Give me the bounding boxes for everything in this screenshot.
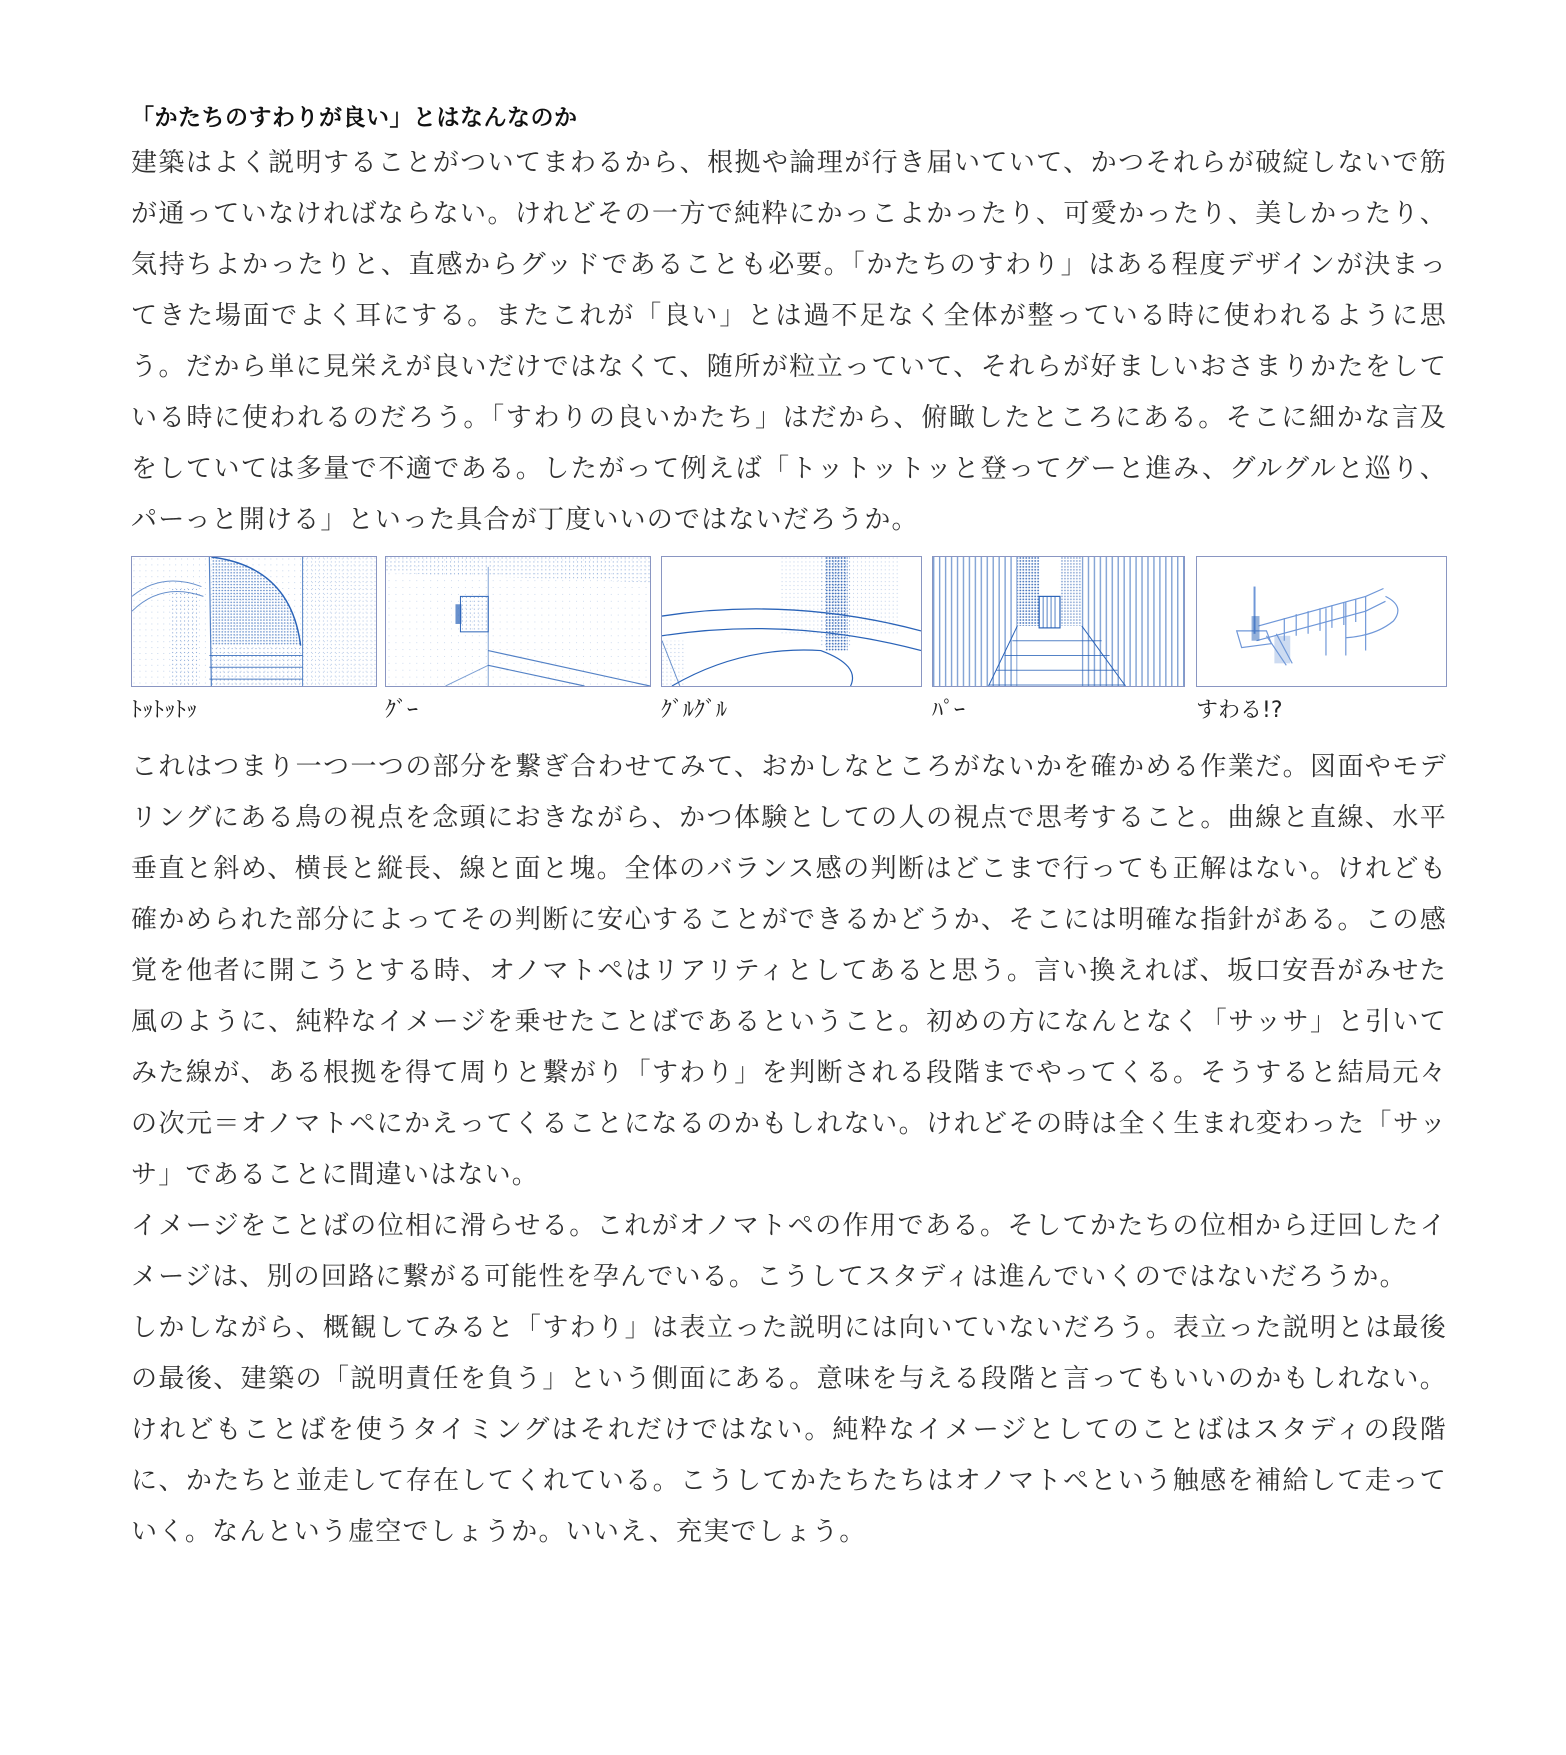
corridor-opening-sketch-icon bbox=[385, 556, 651, 687]
sketch-strip bbox=[131, 556, 1447, 738]
article bbox=[131, 98, 1447, 1558]
paragraph-4: しかしながら、概観してみると「すわり」は表立った説明には向いていないだろう。表立った説明とは最後の最後、建築の「説明責任を負う」という側面にある。意味を与える段階と言ってもいいのかもしれない。けれどもことばを使うタイミングはそれだけではない。純粋なイメージとしてのことばはスタディの段階に、かたちと並走して存在してくれている。こうしてかたちたちはオノマトペという触感を補給して走っていく。なんという虚空でしょうか。いいえ、充実でしょう。 bbox=[131, 1313, 1447, 1547]
spiral-stair-sketch-icon bbox=[131, 556, 377, 687]
sketch-caption: ｸﾞｰ bbox=[385, 698, 419, 723]
curved-ramp-sketch-icon bbox=[661, 556, 922, 687]
paragraph-3: イメージをことばの位相に滑らせる。これがオノマトペの作用である。そしてかたちの位相から迂回したイメージは、別の回路に繋がる可能性を孕んでいる。こうしてスタディは進んでいくのではないだろうか。 bbox=[131, 1211, 1447, 1292]
sketch-caption: ｸﾞﾙｸﾞﾙ bbox=[661, 698, 728, 723]
sketch-caption: ﾊﾟｰ bbox=[932, 698, 966, 723]
open-stair-sketch-icon bbox=[932, 556, 1185, 687]
paragraph-1: 建築はよく説明することがついてまわるから、根拠や論理が行き届いていて、かつそれらが破綻しないで筋が通っていなければならない。けれどその一方で純粋にかっこよかったり、可愛かったり、美しかったり、気持ちよかったりと、直感からグッドであることも必要。「かたちのすわり」はある程度デザインが決まってきた場面でよく耳にする。またこれが「良い」とは過不足なく全体が整っている時に使われるように思う。だから単に見栄えが良いだけではなくて、随所が粒立っていて、それらが好ましいおさまりかたをしている時に使われるのだろう。「すわりの良いかたち」はだから、俯瞰したところにある。そこに細かな言及をしていては多量で不適である。したがって例えば「トットットッと登ってグーと進み、グルグルと巡り、パーっと開ける」といった具合が丁度いいのではないだろうか。 bbox=[131, 148, 1447, 535]
sketch-caption: ﾄｯﾄｯﾄｯ bbox=[131, 698, 198, 723]
building-model-sketch-icon bbox=[1196, 556, 1447, 687]
sketch-caption: すわる!? bbox=[1196, 698, 1283, 723]
article-heading: 「かたちのすわりが良い」とはなんなのか bbox=[131, 105, 578, 131]
paragraph-2: これはつまり一つ一つの部分を繋ぎ合わせてみて、おかしなところがないかを確かめる作業だ。図面やモデリングにある鳥の視点を念頭におきながら、かつ体験としての人の視点で思考すること。曲線と直線、水平垂直と斜め、横長と縦長、線と面と塊。全体のバランス感の判断はどこまで行っても正解はない。けれども確かめられた部分によってその判断に安心することができるかどうか、そこには明確な指針がある。この感覚を他者に開こうとする時、オノマトペはリアリティとしてあると思う。言い換えれば、坂口安吾がみせた風のように、純粋なイメージを乗せたことばであるということ。初めの方になんとなく「サッサ」と引いてみた線が、ある根拠を得て周りと繋がり「すわり」を判断される段階までやってくる。そうすると結局元々の次元＝オノマトペにかえってくることになるのかもしれない。けれどその時は全く生まれ変わった「サッサ」であることに間違いはない。 bbox=[131, 752, 1447, 1190]
